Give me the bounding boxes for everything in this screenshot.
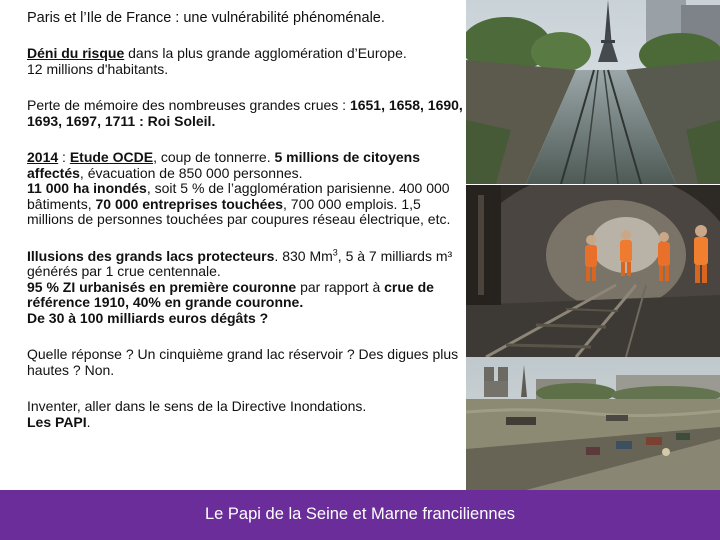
paragraph-memory [27,98,467,129]
flooded-railway-image [466,0,720,184]
memory-text: Perte de mémoire des nombreuses grandes crues : [27,97,350,113]
oecd-text-3: , soit 5 % de l’agglomération parisienne. 400 000 bâtiments, [27,180,450,212]
lakes-text-3: par rapport à [296,278,385,295]
tunnel-workers-image [466,185,720,357]
oecd-text-4: , 700 000 emplois. 1,5 millions de personnes touchées par coupures réseau électrique, etc. [27,195,451,227]
flooded-railway-photo [466,0,720,184]
invent-text: Inventer, aller dans le sens de la Directive Inondations. [27,398,367,414]
paragraph-response [27,347,467,378]
oecd-text-1: , coup de tonnerre. [153,149,275,165]
lakes-text-1: . 830 Mm [274,247,333,264]
response-text: Quelle réponse ? Un cinquième grand lac réservoir ? Des digues plus hautes ? Non. [27,346,459,378]
paragraph-lakes [27,246,467,327]
denial-bold: Déni du risque [27,45,125,61]
paragraph-oecd [27,150,467,228]
oecd-text-2: , évacuation de 850 000 personnes. [79,164,303,181]
paragraph-denial [27,46,467,77]
slide-title: Paris et l’Ile de France : une vulnérabilité phénoménale. [27,10,385,26]
paragraph-invent [27,399,467,430]
oecd-year: 2014 [27,149,59,165]
tunnel-workers-photo [466,185,720,357]
lakes-bold-urban: 95 % ZI urbanisés en première couronne [27,278,297,295]
denial-text: dans la plus grande agglomération d’Europe. [124,45,407,61]
oecd-bold-hectares: 11 000 ha inondés [27,180,147,196]
lakes-text-2: , 5 à 7 milliards m³ générés par 1 crue centennale. [27,247,453,279]
flooded-seine-photo [466,357,720,490]
footer-bar [0,490,720,540]
footer-title: Le Papi de la Seine et Marne franciliennes [204,505,516,523]
text-column [27,10,467,451]
inhabitants-text: 12 millions d'habitants. [27,60,169,77]
flood-years: 1651, 1658, 1690, 1693, 1697, 1711 : Roi Soleil. [27,97,463,129]
lakes-sup: 3 [332,246,338,257]
lakes-bold: Illusions des grands lacs protecteurs [27,247,275,264]
lakes-bold-reference: crue de référence 1910, 40% en grande couronne. [27,278,434,310]
oecd-study: Etude OCDE [69,149,154,165]
oecd-bold-companies: 70 000 entreprises touchées [95,195,284,212]
oecd-sep: : [58,149,70,165]
lakes-bold-damage: De 30 à 100 milliards euros dégâts ? [27,309,269,326]
papi-end: . [86,413,91,430]
flooded-seine-image [466,357,720,490]
papi-bold: Les PAPI [27,413,87,430]
oecd-bold-citizens: 5 millions de citoyens affectés [27,149,420,181]
